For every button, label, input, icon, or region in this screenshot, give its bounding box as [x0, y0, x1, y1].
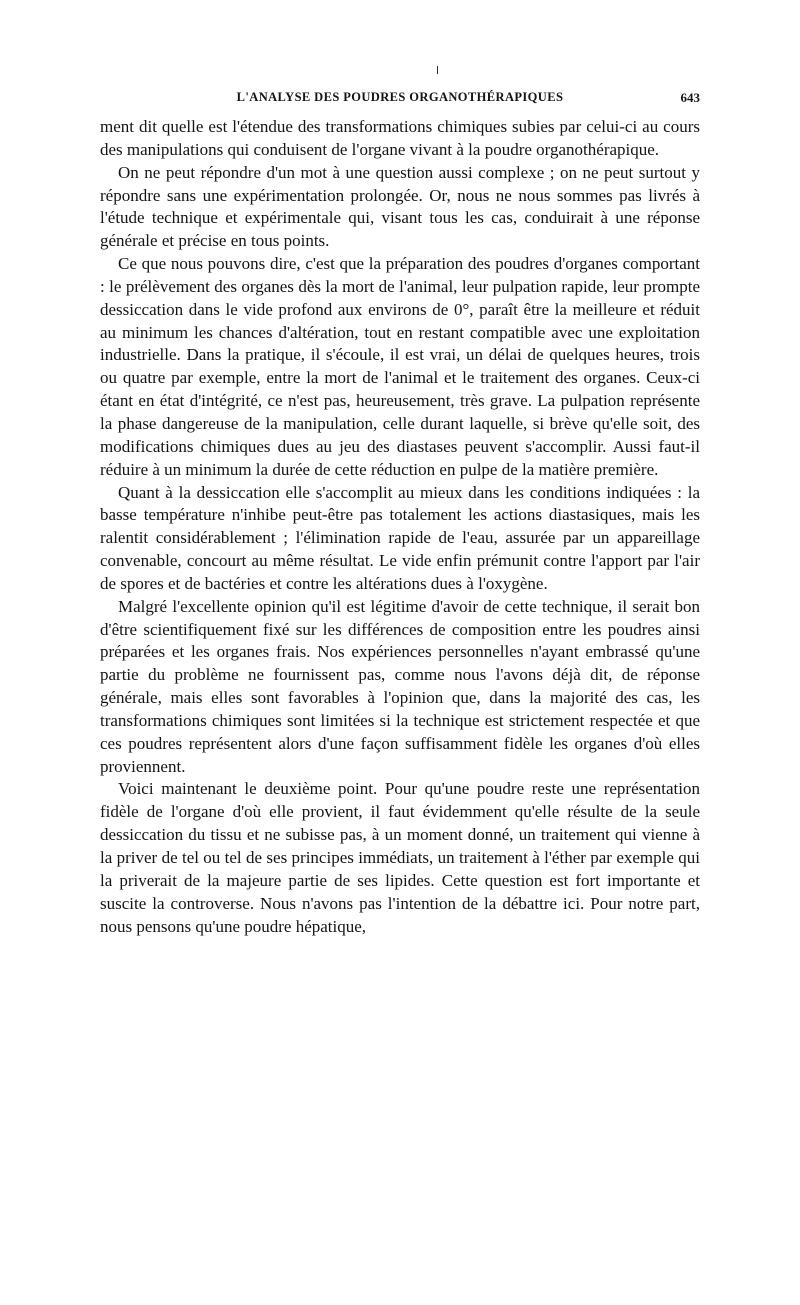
running-head: L'ANALYSE DES POUDRES ORGANOTHÉRAPIQUES [236, 90, 564, 104]
paragraph-continuation: ment dit quelle est l'étendue des transformations chimiques subies par celui-ci au cours des manipulations qui conduisent de l'organe vivant à la poudre organothérapique. [100, 117, 700, 159]
paragraph: Voici maintenant le deuxième point. Pour qu'une poudre reste une représentation fidèle de l'organe d'où elle provient, il faut évidemment qu'elle résulte de la seule dessiccation du tissu et ne subisse pas, à un moment donné, un traitement qui vienne à la priver de tel ou tel de ses principes immédiats, un traitement à l'éther par exemple qui la priverait de la majeure partie de ses lipides. Cette question est fort importante et suscite la controverse. Nous n'avons pas l'intention de la débattre ici. Pour notre part, nous pensons qu'une poudre hépatique, [100, 779, 700, 936]
page-number: 643 [680, 90, 700, 105]
page [100, 88, 700, 938]
paragraph: Malgré l'excellente opinion qu'il est légitime d'avoir de cette technique, il serait bon d'être scientifiquement fixé sur les différences de composition entre les poudres ainsi préparées et les organes frais. Nos expériences personnelles n'ayant embrassé qu'une partie du problème ne fournissent pas, comme nous l'avons déjà dit, de réponse générale, mais elles sont favorables à l'opinion que, dans la majorité des cas, les transformations chimiques sont limitées si la technique est strictement respectée et que ces poudres représentent alors d'une façon suffisamment fidèle les organes d'où elles proviennent. [100, 596, 700, 776]
paragraph: Quant à la dessiccation elle s'accomplit au mieux dans les conditions indiquées : la basse température n'inhibe peut-être pas totalement les actions diastasiques, mais les ralentit considérablement ; l'élimination rapide de l'eau, assurée par un appareillage convenable, concourt au même résultat. Le vide enfin prémunit contre l'apport par l'air de spores et de bactéries et contre les altérations dues à l'oxygène. [100, 482, 700, 593]
stray-print-mark [437, 66, 438, 74]
page-header [100, 88, 700, 110]
paragraph: On ne peut répondre d'un mot à une question aussi complexe ; on ne peut surtout y répondre sans une expérimentation prolongée. Or, nous ne nous sommes pas livrés à l'étude technique et expérimentale qui, visant tous les cas, conduirait à une réponse générale et précise en tous points. [100, 162, 700, 251]
body-text [100, 116, 700, 938]
paragraph: Ce que nous pouvons dire, c'est que la préparation des poudres d'organes comportant : le prélèvement des organes dès la mort de l'animal, leur pulpation rapide, leur prompte dessiccation dans le vide profond aux environs de 0°, paraît être la meilleure et réduit au minimum les chances d'altération, tout en restant compatible avec une exploitation industrielle. Dans la pratique, il s'écoule, il est vrai, un délai de quelques heures, trois ou quatre par exemple, entre la mort de l'animal et le traitement des organes. Ceux-ci étant en état d'intégrité, ce n'est pas, heureusement, très grave. La pulpation représente la phase dangereuse de la manipulation, celle durant laquelle, si brève qu'elle soit, des modifications chimiques dues au jeu des diastases peuvent s'accomplir. Aussi faut-il réduire à un minimum la durée de cette réduction en pulpe de la matière première. [100, 254, 700, 479]
